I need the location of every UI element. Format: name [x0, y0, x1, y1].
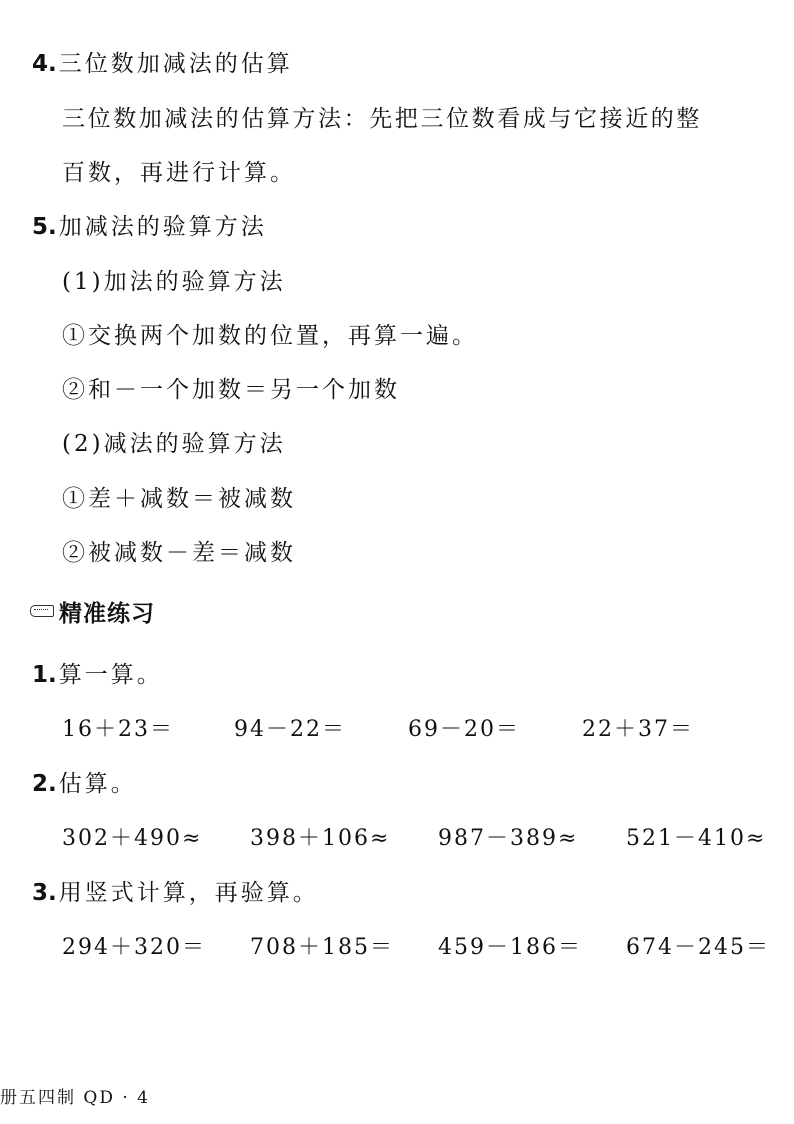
- question-1-prompt: 算一算。: [58, 662, 163, 688]
- section-4-number: 4.: [32, 51, 57, 77]
- question-2-prompt: 估算。: [58, 771, 137, 797]
- section-4-body-line-2: 百数，再进行计算。: [62, 160, 296, 186]
- q2-expression: 987－389≈: [438, 826, 579, 851]
- q3-expression: 459－186＝: [438, 935, 582, 960]
- section-4-title: 三位数加减法的估算: [58, 51, 293, 77]
- q3-expression: 708＋185＝: [250, 935, 394, 960]
- q3-expression: 294＋320＝: [62, 935, 206, 960]
- question-3-number: 3.: [32, 880, 57, 906]
- page-footer: 册五四制 QD · 4: [0, 1088, 150, 1108]
- q1-expression: 16＋23＝: [62, 717, 174, 742]
- q2-expression: 302＋490≈: [62, 826, 203, 851]
- addition-check-item-1: ①交换两个加数的位置，再算一遍。: [62, 323, 478, 349]
- q1-expression: 69－20＝: [408, 717, 520, 742]
- practice-title: 精准练习: [59, 601, 155, 627]
- subtraction-check-item-2: ②被减数－差＝减数: [62, 540, 296, 566]
- section-4-body-line-1: 三位数加减法的估算方法：先把三位数看成与它接近的整: [62, 106, 702, 132]
- addition-check-item-2: ②和－一个加数＝另一个加数: [62, 377, 400, 403]
- pencil-icon: [30, 605, 54, 617]
- question-1: [32, 656, 163, 689]
- q2-expression: 398＋106≈: [250, 826, 391, 851]
- question-2-number: 2.: [32, 771, 57, 797]
- q1-expression: 22＋37＝: [582, 717, 694, 742]
- q2-expression: 521－410≈: [626, 826, 767, 851]
- question-3: [32, 874, 319, 907]
- question-2: [32, 765, 137, 798]
- addition-check-heading: (1)加法的验算方法: [62, 269, 286, 295]
- section-5-heading: [32, 208, 267, 241]
- q1-expression: 94－22＝: [234, 717, 346, 742]
- practice-header: [30, 595, 155, 628]
- subtraction-check-heading: (2)减法的验算方法: [62, 431, 286, 457]
- q3-expression: 674－245＝: [626, 935, 770, 960]
- question-3-prompt: 用竖式计算，再验算。: [58, 880, 319, 906]
- section-5-number: 5.: [32, 214, 57, 240]
- section-5-title: 加减法的验算方法: [58, 214, 267, 240]
- question-1-number: 1.: [32, 662, 57, 688]
- section-4-heading: [32, 45, 293, 78]
- subtraction-check-item-1: ①差＋减数＝被减数: [62, 486, 296, 512]
